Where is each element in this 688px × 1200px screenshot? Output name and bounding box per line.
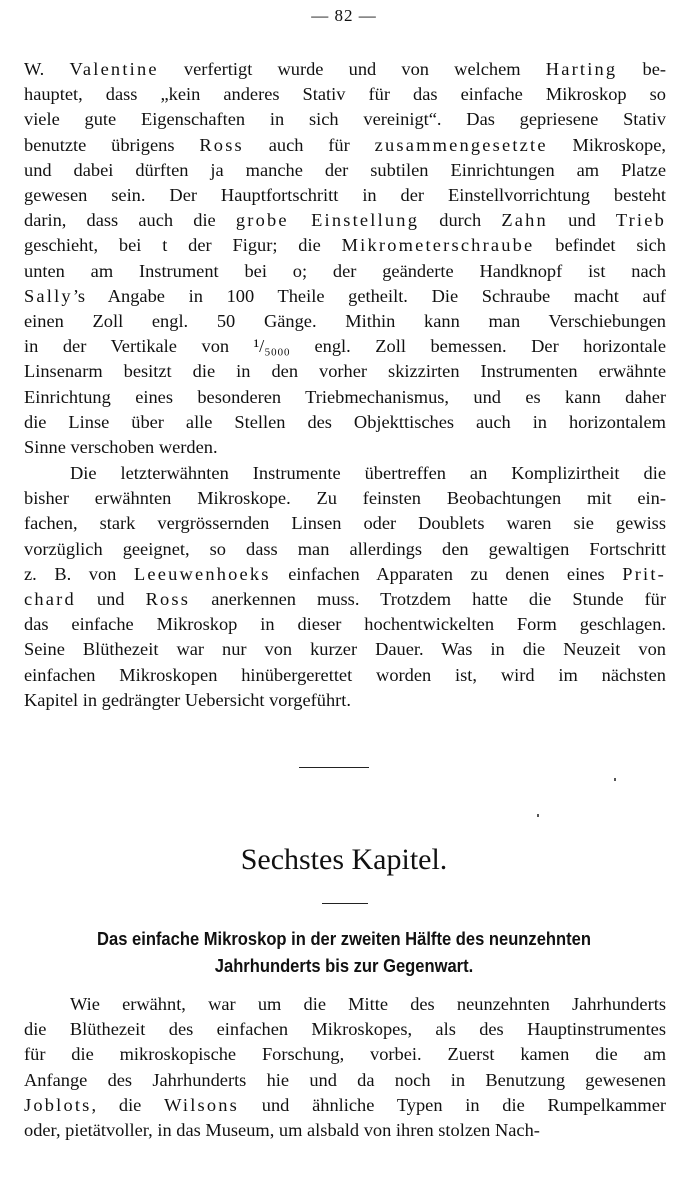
text-line: Sinne verschoben werden. [24,437,218,458]
text-line: Sally’s Angabe in 100 Theile getheilt. Die Schraube macht auf [24,285,666,306]
section-heading [52,925,635,979]
text-line: chard und Ross anerkennen muss. Trotzdem hatte die Stunde für [24,589,667,610]
text-line: Kapitel in gedrängter Uebersicht vorgeführt. [24,689,351,710]
text-line: in der Vertikale von ¹/₅₀₀₀ engl. Zoll bemessen. Der horizontale [24,336,666,357]
text-line: benutzte übrigens Ross auch für zusammengesetzte Mikroskope, [24,134,667,155]
spaced-emphasis: grobe Einstellung [235,210,420,231]
text-line: Linsenarm besitzt die in den vorher skizzirten Instrumenten erwähnte [24,361,666,382]
spaced-emphasis: Joblots [24,1094,92,1115]
spaced-emphasis: Valentine [69,59,159,79]
spaced-emphasis: Zahn [501,210,548,231]
section-heading-line-1: Das einfache Mikroskop in der zweiten Hälfte des neunzehnten [97,928,591,949]
text-line: fachen, stark vergrössernden Linsen oder Doublets waren sie gewiss [24,513,666,534]
text-line: unten am Instrument bei o; der geänderte Handknopf ist nach [24,260,666,281]
text-line: z. B. von Leeuwenhoeks einfachen Apparaten zu denen eines Prit- [24,563,666,584]
text-line: die Linse über alle Stellen des Objekttisches auch in horizontalem [24,411,666,432]
text-line: oder, pietätvoller, in das Museum, um alsbald von ihren stolzen Nach- [24,1120,540,1141]
page-number: — 82 — [311,6,377,25]
text-line: Wie erwähnt, war um die Mitte des neunzehnten Jahrhunderts [70,994,666,1014]
text-line: bisher erwähnten Mikroskope. Zu feinsten Beobachtungen mit ein- [24,488,666,509]
text-line: Joblots, die Wilsons und ähnliche Typen in die Rumpelkammer [24,1094,667,1115]
section-divider [299,767,369,768]
spaced-emphasis: Mikrometerschraube [341,235,535,256]
spaced-emphasis: Ross [145,589,191,610]
print-speck [537,814,539,817]
paragraph-chapter-opening [24,992,666,1143]
text-line: einfachen Mikroskopen hinübergerettet worden ist, wird im nächsten [24,664,666,685]
spaced-emphasis: Wilsons [164,1094,240,1115]
text-line: Seine Blüthezeit war nur von kurzer Dauer. Was in die Neuzeit von [24,639,666,660]
spaced-emphasis: Leeuwenhoeks [133,563,271,584]
text-line: darin, dass auch die grobe Einstellung durch Zahn und Trieb [24,210,666,231]
spaced-emphasis: Ross [199,134,244,155]
text-line: das einfache Mikroskop in dieser hochentwickelten Form geschlagen. [24,614,666,635]
text-line: W. Valentine verfertigt wurde und von welchem Harting be- [24,59,666,79]
chapter-title: Sechstes Kapitel. [240,843,448,876]
spaced-emphasis: Sally [24,285,73,306]
print-speck [614,778,616,781]
text-line: vorzüglich geeignet, so dass man allerdings den gewaltigen Fortschritt [24,538,666,559]
spaced-emphasis: Harting [545,59,618,79]
text-line: gewesen sein. Der Hauptfortschritt in der Einstellvorrichtung besteht [24,185,666,206]
text-line: einen Zoll engl. 50 Gänge. Mithin kann man Verschiebungen [24,311,666,332]
text-line: Einrichtung eines besonderen Triebmechanismus, und es kann daher [24,386,666,407]
section-heading-line-2: Jahrhunderts bis zur Gegenwart. [214,955,474,976]
spaced-emphasis: Prit- [622,563,666,584]
text-line: geschieht, bei t der Figur; die Mikrometerschraube befindet sich [24,235,666,256]
text-line: viele gute Eigenschaften in sich vereinigt“. Das gepriesene Stativ [24,109,666,130]
text-line: Die letzterwähnten Instrumente übertreffen an Komplizirtheit die [70,463,666,483]
spaced-emphasis: zusammengesetzte [374,134,548,155]
text-line: die Blüthezeit des einfachen Mikroskopes, als des Hauptinstrumentes [24,1019,666,1040]
text-line: hauptet, dass „kein anderes Stativ für das einfache Mikroskop so [24,84,666,105]
text-line: Anfange des Jahrhunderts hie und da noch in Benutzung gewesenen [24,1069,666,1090]
title-rule [322,903,368,904]
spaced-emphasis: Trieb [615,210,666,231]
text-line: für die mikroskopische Forschung, vorbei. Zuerst kamen die am [24,1044,666,1065]
text-line: und dabei dürften ja manche der subtilen Einrichtungen am Platze [24,159,666,180]
paragraph-continued [24,57,666,460]
spaced-emphasis: chard [24,589,76,610]
paragraph-closing [24,461,666,713]
